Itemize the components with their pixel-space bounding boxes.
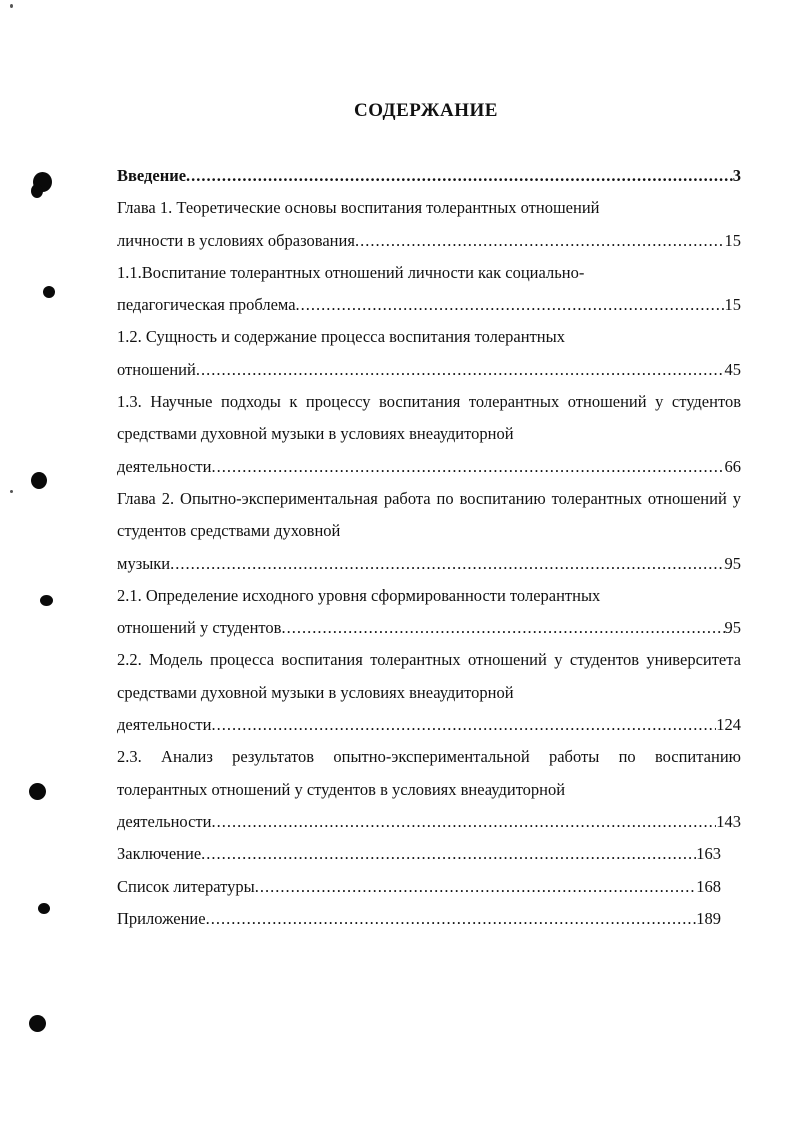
dot-leader (211, 709, 716, 741)
toc-entry-chapter-2 (117, 483, 741, 580)
toc-entry-section-2-3 (117, 741, 741, 838)
toc-entry-title: деятельности (117, 715, 212, 735)
toc-page-number: 15 (724, 295, 741, 315)
toc-page-number: 66 (724, 456, 741, 476)
toc-entry-line (117, 289, 741, 321)
toc-entry-line (117, 160, 741, 192)
toc-entry-title: деятельности (117, 811, 212, 831)
dot-leader (211, 806, 716, 838)
toc-entry-text: 1.2. Сущность и содержание процесса воспитания толерантных (117, 327, 565, 347)
toc-entry-text: 2.3. Анализ результатов опытно-экспериментальной работы по воспитанию толерантных отношений у студентов в условиях внеаудиторной (117, 747, 741, 799)
toc-page-number: 3 (732, 166, 741, 185)
toc-entry-title: Список литературы (117, 876, 255, 896)
dot-leader (186, 160, 733, 192)
dot-leader (296, 289, 725, 321)
dot-leader (211, 451, 724, 483)
toc-entry-title: Заключение (117, 844, 202, 864)
toc-entry-text: Глава 2. Опытно-экспериментальная работа по воспитанию толерантных отношений у студентов средствами духовной (117, 488, 741, 541)
toc-page-number: 189 (696, 908, 721, 928)
toc-entry-line (117, 548, 741, 580)
toc-page-number: 45 (724, 359, 741, 379)
toc-entry-references (117, 871, 721, 903)
dot-leader (201, 838, 696, 870)
toc-entry-title: личности в условиях образования (117, 230, 355, 250)
toc-entry-line (117, 451, 741, 483)
toc-entry-chapter-1 (117, 192, 741, 257)
toc-entry-section-1-2 (117, 321, 741, 386)
toc-entry-text: 2.2. Модель процесса воспитания толерантных отношений у студентов университета средствами духовной музыки в условиях внеаудиторной (117, 650, 741, 702)
dot-leader (281, 612, 724, 644)
toc-entry-line (117, 612, 741, 644)
dot-leader (255, 871, 697, 903)
toc-page-number: 95 (724, 618, 741, 638)
toc-entry-line (117, 709, 741, 741)
binder-hole-mark (43, 286, 55, 298)
toc-entry-text: 2.1. Определение исходного уровня сформированности толерантных (117, 585, 601, 605)
toc-entry-title: отношений у студентов (117, 618, 282, 638)
scan-speck (10, 4, 13, 8)
toc-entry-conclusion (117, 838, 721, 870)
binder-hole-mark (31, 184, 43, 198)
dot-leader (196, 354, 725, 386)
dot-leader (355, 225, 725, 257)
toc-page-number: 163 (696, 844, 721, 864)
toc-entry-text: Глава 1. Теоретические основы воспитания толерантных отношений (117, 198, 600, 218)
toc-page-number: 143 (716, 811, 741, 831)
table-of-contents (117, 160, 741, 935)
toc-entry-title: деятельности (117, 456, 212, 476)
toc-entry-title: музыки (117, 553, 171, 573)
toc-entry-line (117, 838, 721, 870)
toc-page-number: 168 (696, 876, 721, 896)
toc-entry-section-1-3 (117, 386, 741, 483)
toc-entry-section-2-2 (117, 644, 741, 741)
toc-entry-line (117, 903, 721, 935)
binder-hole-mark (38, 903, 50, 914)
dot-leader (206, 903, 697, 935)
binder-hole-mark (29, 783, 46, 800)
toc-entry-line (117, 806, 741, 838)
toc-entry-line (117, 354, 741, 386)
binder-hole-mark (40, 595, 53, 606)
toc-entry-section-2-1 (117, 580, 741, 645)
toc-page-number: 124 (716, 715, 741, 735)
binder-hole-mark (29, 1015, 46, 1032)
scan-speck (10, 490, 13, 493)
toc-entry-section-1-1 (117, 257, 741, 322)
toc-entry-line (117, 871, 721, 903)
page-title: СОДЕРЖАНИЕ (354, 100, 498, 121)
toc-entry-title: отношений (117, 359, 196, 379)
binder-hole-mark (31, 472, 47, 489)
toc-page-number: 15 (724, 230, 741, 250)
toc-entry-text: 1.3. Научные подходы к процессу воспитания толерантных отношений у студентов средствами духовной музыки в условиях внеаудиторной (117, 392, 741, 444)
toc-page-number: 95 (724, 553, 741, 573)
dot-leader (170, 548, 724, 580)
toc-entry-line (117, 225, 741, 257)
toc-entry-appendix (117, 903, 721, 935)
toc-entry-introduction (117, 160, 741, 192)
toc-entry-title: педагогическая проблема (117, 295, 296, 315)
toc-entry-title: Введение (117, 166, 187, 185)
toc-entry-text: 1.1.Воспитание толерантных отношений личности как социально- (117, 262, 585, 282)
toc-entry-title: Приложение (117, 908, 206, 928)
